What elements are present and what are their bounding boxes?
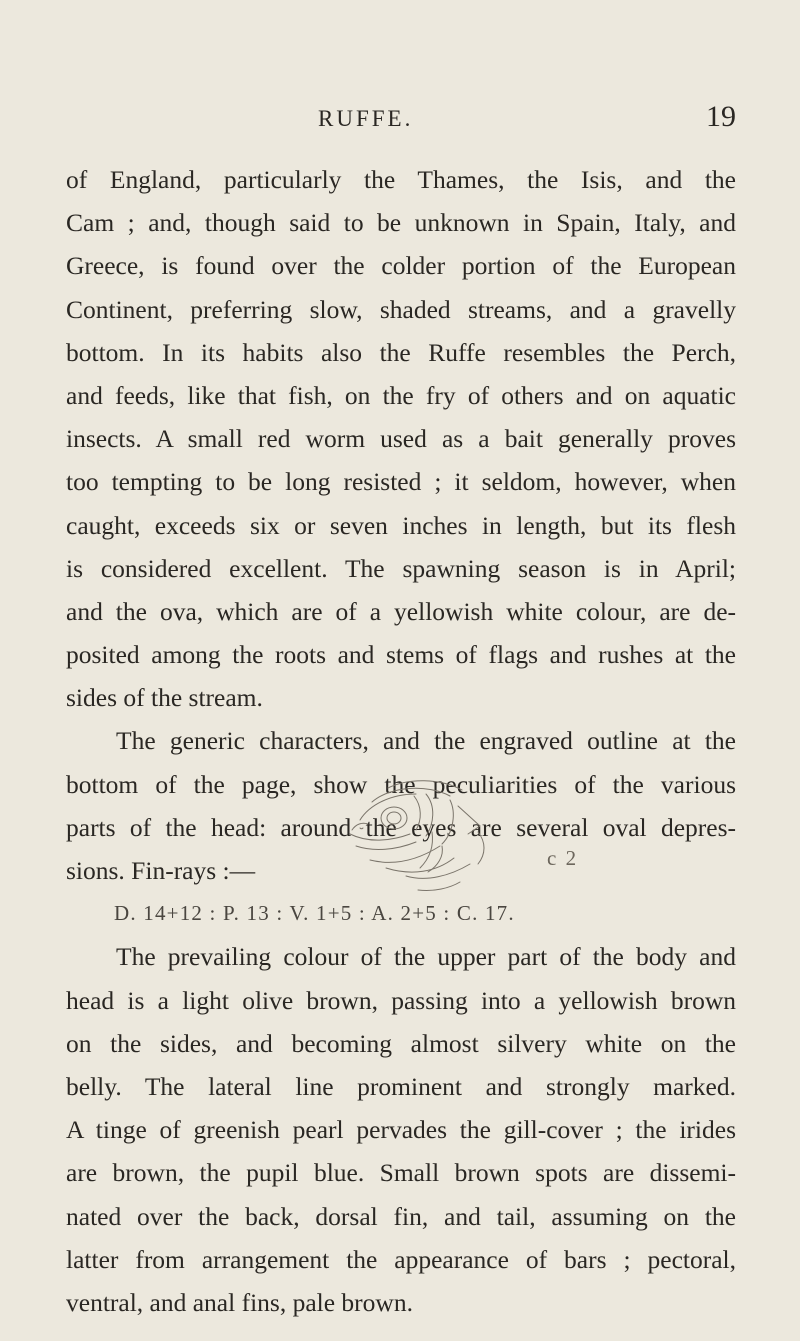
text-line: is considered excellent. The spawning season is in April; (66, 553, 736, 583)
text-line: nated over the back, dorsal fin, and tail, assuming on the (66, 1201, 736, 1231)
signature-mark: c 2 (547, 846, 579, 870)
text-line: Greece, is found over the colder portion of the European (66, 251, 736, 281)
fin-ray-formula: D. 14+12 : P. 13 : V. 1+5 : A. 2+5 : C. 17. (114, 901, 515, 926)
text-line: The generic characters, and the engraved outline at the (116, 726, 736, 756)
text-line: posited among the roots and stems of flags and rushes at the (66, 640, 736, 670)
fish-head-engraving (330, 772, 520, 892)
text-line: caught, exceeds six or seven inches in length, but its flesh (66, 510, 736, 540)
text-line: of England, particularly the Thames, the Isis, and the (66, 165, 736, 194)
text-line: ventral, and anal fins, pale brown. (66, 1287, 413, 1317)
text-line: A tinge of greenish pearl pervades the gill-cover ; the irides (66, 1115, 736, 1145)
text-line: head is a light olive brown, passing into a yellowish brown (66, 985, 736, 1015)
text-line: bottom. In its habits also the Ruffe resembles the Perch, (66, 337, 736, 367)
text-line: on the sides, and becoming almost silvery white on the (66, 1028, 736, 1058)
text-line: too tempting to be long resisted ; it seldom, however, when (66, 467, 736, 497)
text-line: belly. The lateral line prominent and strongly marked. (66, 1071, 736, 1101)
text-line: parts of the head: around the eyes are several oval depres- (66, 812, 736, 842)
text-line: sides of the stream. (66, 683, 263, 713)
text-line: insects. A small red worm used as a bait generally proves (66, 424, 736, 454)
text-line: bottom of the page, show the peculiarities of the various (66, 769, 736, 799)
text-line: The prevailing colour of the upper part of the body and (116, 942, 736, 972)
body-text (66, 158, 736, 1324)
running-title: RUFFE. (318, 106, 414, 131)
text-line: and the ova, which are of a yellowish white colour, are de- (66, 596, 736, 626)
running-head (0, 100, 800, 146)
text-line: sions. Fin-rays :— (66, 856, 256, 885)
text-line: Cam ; and, though said to be unknown in Spain, Italy, and (66, 208, 736, 238)
text-line: Continent, preferring slow, shaded streams, and a gravelly (66, 294, 736, 324)
page-number: 19 (706, 100, 736, 133)
text-line: and feeds, like that fish, on the fry of others and on aquatic (66, 380, 736, 410)
text-line: latter from arrangement the appearance of bars ; pectoral, (66, 1244, 736, 1274)
text-line: are brown, the pupil blue. Small brown spots are dissemi- (66, 1158, 736, 1188)
